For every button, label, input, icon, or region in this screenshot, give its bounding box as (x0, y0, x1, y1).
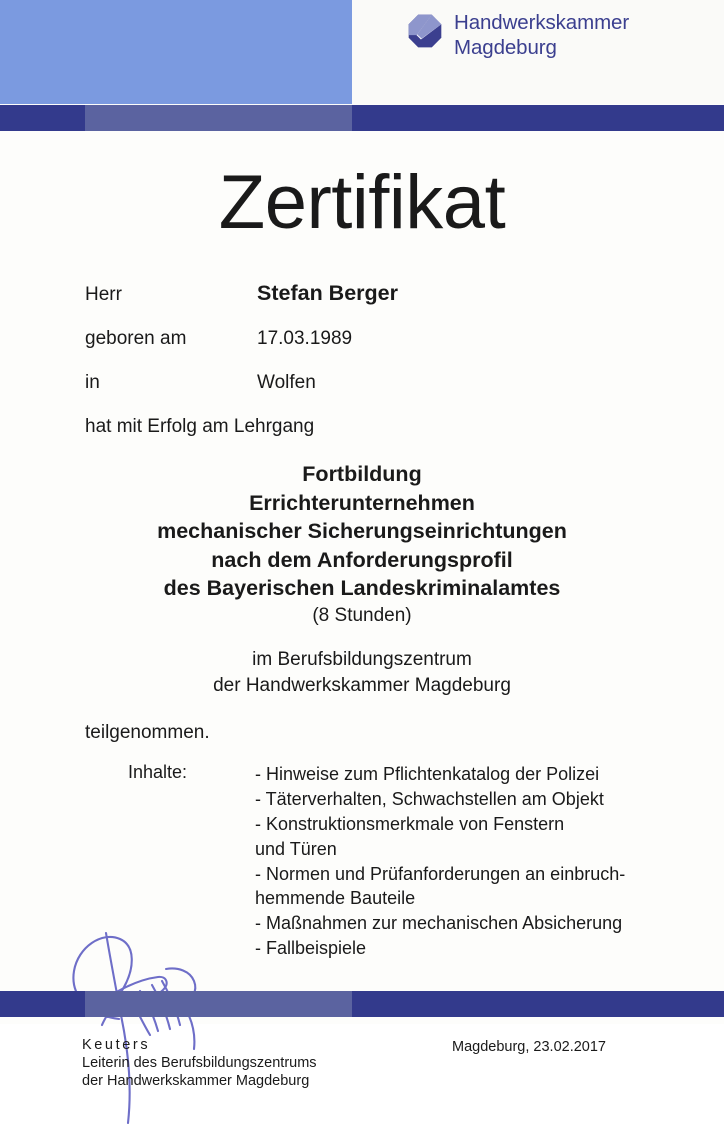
list-item: - Maßnahmen zur mechanischen Absicherung (255, 913, 623, 934)
bar-segment-mid (85, 991, 352, 1017)
course-title-line: des Bayerischen Landeskriminalamtes (163, 576, 561, 601)
field-row-birthdate (85, 328, 724, 350)
signer-block (82, 1036, 317, 1090)
birth-date-value: 17.03.1989 (257, 328, 353, 349)
participated-text: teilgenommen. (85, 722, 210, 744)
recipient-name: Stefan Berger (257, 281, 398, 305)
bottom-color-bar (0, 991, 724, 1017)
field-row-salutation (85, 281, 724, 306)
octagon-logo-icon (408, 14, 442, 48)
list-item: und Türen (255, 838, 337, 859)
recipient-fields (0, 281, 724, 394)
birth-place-value: Wolfen (257, 372, 316, 393)
certificate-body (0, 131, 724, 1090)
course-title-line: nach dem Anforderungsprofil (211, 547, 513, 572)
venue-line: im Berufsbildungszentrum (252, 648, 472, 670)
field-label: in (85, 372, 100, 393)
course-title-line: mechanischer Sicherungseinrichtungen (157, 519, 567, 544)
top-color-bar (0, 105, 724, 131)
brand-line-1: Handwerkskammer (454, 11, 630, 34)
page-title: Zertifikat (218, 160, 506, 245)
course-title (0, 460, 724, 603)
bar-segment-mid (85, 105, 352, 131)
field-label: geboren am (85, 328, 187, 349)
participation-statement: hat mit Erfolg am Lehrgang (85, 416, 315, 437)
brand-name (454, 11, 629, 61)
bar-segment-dark-right (352, 991, 724, 1017)
list-item: - Konstruktionsmerkmale von Fenstern (255, 813, 565, 834)
field-label: Herr (85, 284, 122, 305)
signer-role-line: der Handwerkskammer Magdeburg (82, 1073, 310, 1090)
signer-name: Keuters (82, 1037, 151, 1053)
list-item: - Normen und Prüfanforderungen an einbruch- (255, 863, 626, 884)
list-item: - Täterverhalten, Schwachstellen am Objekt (255, 789, 604, 810)
bar-segment-dark-right (352, 105, 724, 131)
page-header (0, 0, 724, 105)
venue-line: der Handwerkskammer Magdeburg (213, 674, 511, 696)
list-item: - Hinweise zum Pflichtenkatalog der Polizei (255, 764, 600, 785)
bar-segment-dark-left (0, 105, 85, 131)
course-title-line: Fortbildung (302, 462, 422, 486)
signature-footer (0, 891, 724, 1090)
contents-label: Inhalte: (128, 762, 188, 783)
course-duration: (8 Stunden) (312, 604, 412, 626)
course-title-line: Errichterunternehmen (249, 490, 475, 515)
list-item: - Fallbeispiele (255, 938, 367, 959)
field-row-birthplace (85, 372, 724, 394)
venue-block (0, 647, 724, 698)
signer-role-line: Leiterin des Berufsbildungszentrums (82, 1055, 317, 1072)
brand-lockup (408, 11, 629, 61)
brand-line-2: Magdeburg (454, 35, 557, 59)
bar-segment-dark-left (0, 991, 85, 1017)
list-item: hemmende Bauteile (255, 888, 416, 909)
header-blue-block (0, 0, 352, 104)
place-and-date: Magdeburg, 23.02.2017 (452, 1039, 606, 1055)
